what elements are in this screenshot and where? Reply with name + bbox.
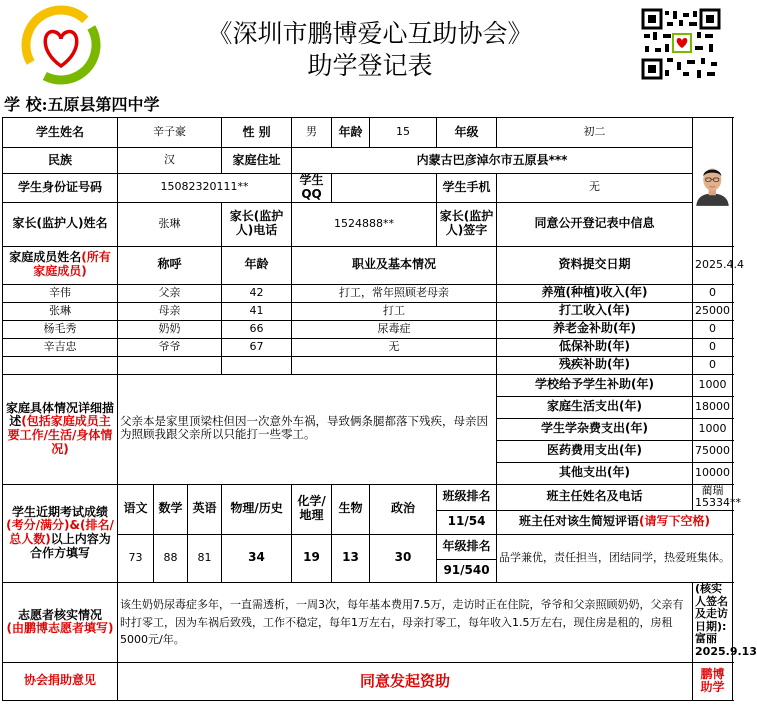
- form-title: 助学登记表: [307, 51, 433, 80]
- income-value: 0: [693, 320, 733, 338]
- subject-header: 语文: [118, 484, 154, 534]
- teacher-label: 班主任姓名及电话: [497, 484, 693, 510]
- member-job: 尿毒症: [292, 320, 497, 338]
- score: 88: [154, 534, 188, 582]
- income-label: 残疾补助(年): [497, 356, 693, 374]
- score: 81: [188, 534, 222, 582]
- guardian-name: 张琳: [118, 202, 222, 246]
- phone-value: 无: [497, 174, 693, 203]
- address-label: 家庭住址: [222, 148, 292, 174]
- student-name: 辛子豪: [118, 118, 222, 148]
- expense-label: 医药费用支出(年): [497, 440, 693, 462]
- member-age: 42: [222, 284, 292, 302]
- score: 34: [222, 534, 292, 582]
- guardian-label: 家长(监护人)姓名: [3, 202, 118, 246]
- member-job: 打工: [292, 302, 497, 320]
- teacher-comment: 品学兼优，责任担当，团结同学，热爱班集体。: [497, 534, 733, 582]
- member-relation: 奶奶: [118, 320, 222, 338]
- ethnic-label: 民族: [3, 148, 118, 174]
- member-age: 67: [222, 338, 292, 356]
- member-job-empty: [292, 356, 497, 374]
- id-label: 学生身份证号码: [3, 174, 118, 203]
- phone-label: 学生手机: [437, 174, 497, 203]
- income-label: 养老金补助(年): [497, 320, 693, 338]
- subject-header: 政治: [370, 484, 437, 534]
- grade-rank: 91/540: [437, 559, 497, 582]
- subject-header: 生物: [332, 484, 370, 534]
- id-number: 15082320111**: [118, 174, 292, 203]
- expense-value: 18000: [693, 396, 733, 418]
- income-value: 25000: [693, 302, 733, 320]
- opinion-label: 协会捐助意见: [3, 662, 118, 700]
- income-value: 0: [693, 356, 733, 374]
- student-name-label: 学生姓名: [3, 118, 118, 148]
- job-header: 职业及基本情况: [292, 246, 497, 284]
- score: 19: [292, 534, 332, 582]
- consent-text: 同意公开登记表中信息: [497, 202, 693, 246]
- class-rank: 11/54: [437, 510, 497, 534]
- submit-date: 2025.4.4: [693, 246, 733, 284]
- score: 30: [370, 534, 437, 582]
- ethnic: 汉: [118, 148, 222, 174]
- member-relation: 父亲: [118, 284, 222, 302]
- guardian-sign-label: 家长(监护人)签字: [437, 202, 497, 246]
- class-rank-label: 班级排名: [437, 484, 497, 510]
- age-label: 年龄: [332, 118, 370, 148]
- subject-header: 物理/历史: [222, 484, 292, 534]
- member-age: 41: [222, 302, 292, 320]
- opinion-value: 同意发起资助: [118, 662, 693, 700]
- member-name-empty: [3, 356, 118, 374]
- member-age-header: 年龄: [222, 246, 292, 284]
- guardian-phone: 1524888**: [292, 202, 437, 246]
- brand-label: 鹏博助学: [693, 662, 733, 700]
- form-header: [0, 0, 734, 92]
- association-logo: [20, 6, 102, 84]
- member-age: 66: [222, 320, 292, 338]
- teacher-value: 蔺瑞15334**: [693, 484, 733, 510]
- guardian-phone-label: 家长(监护人)电话: [222, 202, 292, 246]
- verify-sign: (核实人签名及走访日期): 富丽 2025.9.13: [693, 582, 733, 662]
- comment-label: 班主任对该生简短评语(请写下空格): [497, 510, 733, 534]
- expense-label: 学生学杂费支出(年): [497, 418, 693, 440]
- member-job: 打工，常年照顾老母亲: [292, 284, 497, 302]
- grade-rank-label: 年级排名: [437, 534, 497, 559]
- member-name: 张琳: [3, 302, 118, 320]
- grade-label: 年级: [437, 118, 497, 148]
- member-name: 杨毛秀: [3, 320, 118, 338]
- member-name: 辛吉忠: [3, 338, 118, 356]
- score: 73: [118, 534, 154, 582]
- qr-code: [641, 8, 721, 80]
- relation-header: 称呼: [118, 246, 222, 284]
- qq-value: [332, 174, 437, 203]
- qq-label: 学生QQ: [292, 174, 332, 203]
- situation-label: 家庭具体情况详细描述(包括家庭成员主要工作/生活/身体情况): [3, 374, 118, 484]
- age: 15: [370, 118, 437, 148]
- member-name: 辛伟: [3, 284, 118, 302]
- expense-label: 家庭生活支出(年): [497, 396, 693, 418]
- student-photo-image: [693, 155, 732, 206]
- subject-header: 化学/地理: [292, 484, 332, 534]
- income-value: 0: [693, 284, 733, 302]
- verify-text: 该生奶奶尿毒症多年，一直需透析，一周3次，每年基本费用7.5万，走访时正在住院，爷爷和父亲照顾奶奶，父亲有时打零工，因为车祸后致残，工作不稳定，每年1万左右，母亲打零工，每年收入1.5万左右，现住房是租的，房租5000元/年。: [118, 582, 693, 662]
- member-age-empty: [222, 356, 292, 374]
- expense-label: 其他支出(年): [497, 462, 693, 484]
- member-job: 无: [292, 338, 497, 356]
- score: 13: [332, 534, 370, 582]
- registration-table: [2, 117, 757, 701]
- income-label: 打工收入(年): [497, 302, 693, 320]
- grade: 初二: [497, 118, 693, 148]
- income-label: 低保补助(年): [497, 338, 693, 356]
- grades-label: 学生近期考试成绩(考分/满分)&(排名/总人数)以上内容为合作方填写: [3, 484, 118, 582]
- verify-label: 志愿者核实情况 (由鹏博志愿者填写): [3, 582, 118, 662]
- subject-header: 数学: [154, 484, 188, 534]
- family-member-header: 家庭成员姓名(所有家庭成员): [3, 246, 118, 284]
- income-label: 养殖(种植)收入(年): [497, 284, 693, 302]
- gender-label: 性 别: [222, 118, 292, 148]
- expense-value: 75000: [693, 440, 733, 462]
- submit-date-label: 资料提交日期: [497, 246, 693, 284]
- expense-value: 1000: [693, 418, 733, 440]
- student-photo: [693, 118, 733, 247]
- member-relation-empty: [118, 356, 222, 374]
- expense-value: 10000: [693, 462, 733, 484]
- association-title: 《深圳市鹏博爱心互助协会》: [207, 19, 533, 48]
- expense-value: 1000: [693, 374, 733, 396]
- school-name: 学 校:五原县第四中学: [4, 95, 160, 114]
- address: 内蒙古巴彦淖尔市五原县***: [292, 148, 693, 174]
- member-relation: 母亲: [118, 302, 222, 320]
- income-value: 0: [693, 338, 733, 356]
- gender: 男: [292, 118, 332, 148]
- situation-text: 父亲本是家里顶梁柱但因一次意外车祸，导致俩条腿都落下残疾，母亲因为照顾我跟父亲所以只能打一些零工。: [118, 374, 497, 484]
- member-relation: 爷爷: [118, 338, 222, 356]
- expense-label: 学校给予学生补助(年): [497, 374, 693, 396]
- subject-header: 英语: [188, 484, 222, 534]
